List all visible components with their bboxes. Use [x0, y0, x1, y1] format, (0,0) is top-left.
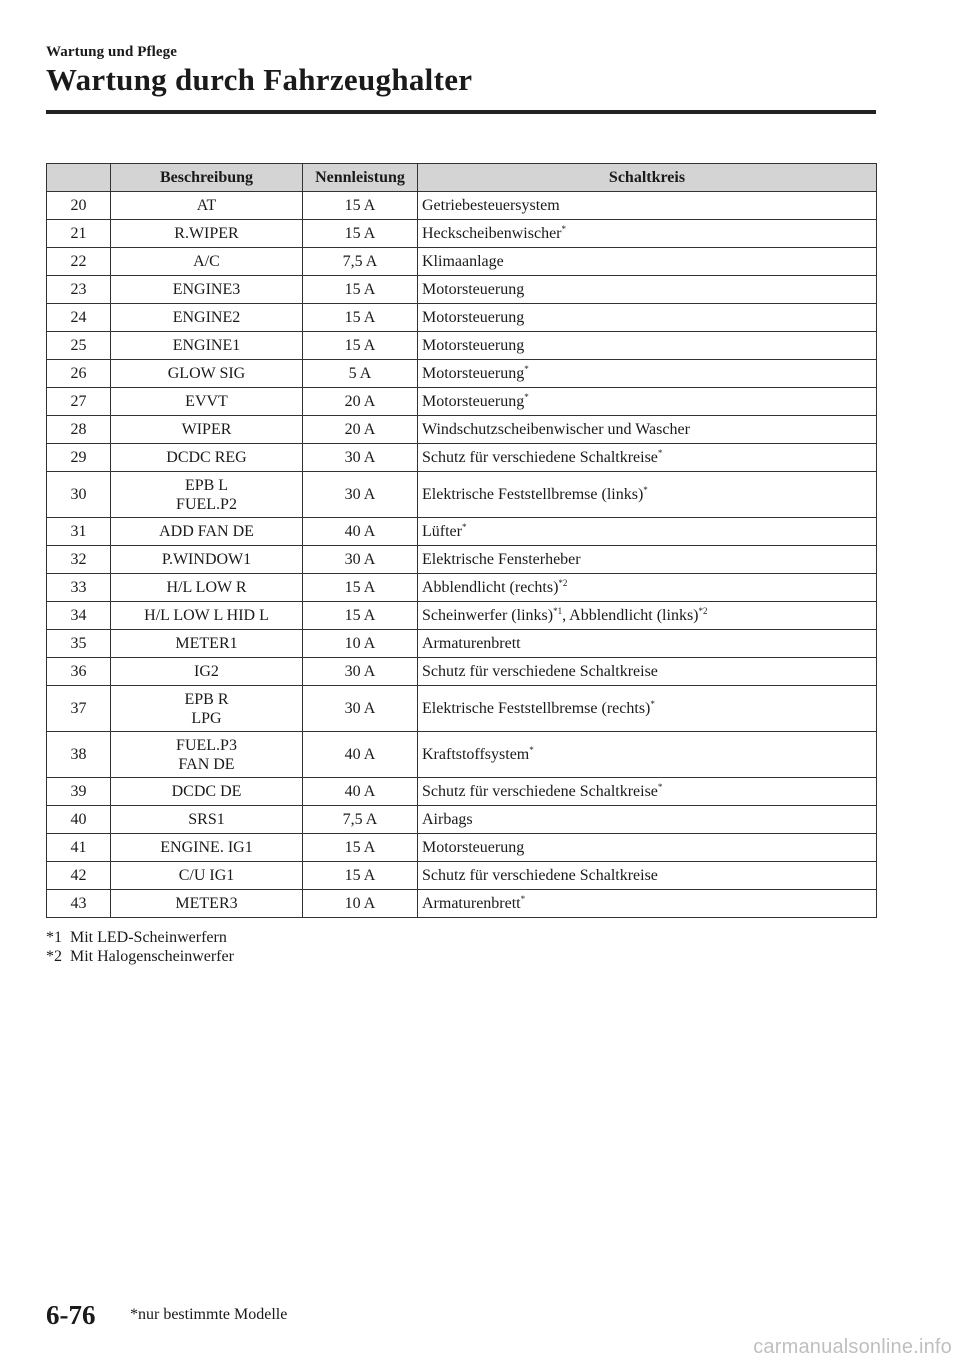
table-row — [47, 890, 877, 918]
fuse-description: SRS1 — [111, 806, 303, 834]
table-row — [47, 546, 877, 574]
table-row — [47, 778, 877, 806]
footnote-mark: * — [643, 485, 648, 495]
fuse-description: METER1 — [111, 630, 303, 658]
fuse-description: DCDC DE — [111, 778, 303, 806]
footnote-mark: *2 — [558, 578, 568, 588]
column-header-circuit: Schaltkreis — [418, 164, 877, 192]
fuse-rating: 15 A — [303, 332, 418, 360]
fuse-description: A/C — [111, 248, 303, 276]
fuse-circuit — [418, 472, 877, 518]
circuit-text: Scheinwerfer (links) — [422, 607, 554, 624]
fuse-description: EVVT — [111, 388, 303, 416]
fuse-description: ENGINE2 — [111, 304, 303, 332]
circuit-text: Schutz für verschiedene Schaltkreise — [422, 867, 658, 884]
circuit-text: Schutz für verschiedene Schaltkreise — [422, 663, 658, 680]
fuse-rating: 15 A — [303, 574, 418, 602]
fuse-rating: 15 A — [303, 602, 418, 630]
fuse-number: 22 — [47, 248, 111, 276]
table-row — [47, 388, 877, 416]
watermark: carmanualsonline.info — [753, 1336, 952, 1358]
circuit-text: Elektrische Feststellbremse (rechts) — [422, 700, 651, 717]
fuse-description: H/L LOW R — [111, 574, 303, 602]
fuse-rating: 10 A — [303, 890, 418, 918]
column-header-description: Beschreibung — [111, 164, 303, 192]
footer-note: *nur bestimmte Modelle — [130, 1306, 288, 1323]
fuse-circuit — [418, 862, 877, 890]
fuse-description: C/U IG1 — [111, 862, 303, 890]
page-number: 6-76 — [46, 1300, 96, 1330]
table-row — [47, 862, 877, 890]
table-row — [47, 276, 877, 304]
table-row — [47, 220, 877, 248]
table-row — [47, 444, 877, 472]
fuse-circuit — [418, 388, 877, 416]
circuit-text: Motorsteuerung — [422, 839, 525, 856]
fuse-number: 38 — [47, 732, 111, 778]
table-row — [47, 192, 877, 220]
footnote: *2 Mit Halogenscheinwerfer — [46, 948, 234, 965]
footnotes — [46, 928, 234, 966]
circuit-text: Getriebesteuersystem — [422, 197, 560, 214]
fuse-circuit — [418, 416, 877, 444]
fuse-rating: 40 A — [303, 778, 418, 806]
circuit-text: Armaturenbrett — [422, 635, 521, 652]
fuse-rating: 20 A — [303, 388, 418, 416]
fuse-circuit — [418, 574, 877, 602]
table-row — [47, 248, 877, 276]
fuse-circuit — [418, 630, 877, 658]
fuse-description: R.WIPER — [111, 220, 303, 248]
fuse-description: WIPER — [111, 416, 303, 444]
footnote-mark: * — [524, 364, 529, 374]
table-row — [47, 834, 877, 862]
footnote-mark: * — [529, 745, 534, 755]
fuse-circuit — [418, 546, 877, 574]
fuse-description: GLOW SIG — [111, 360, 303, 388]
fuse-description: DCDC REG — [111, 444, 303, 472]
footnote-mark: * — [524, 392, 529, 402]
fuse-number: 23 — [47, 276, 111, 304]
fuse-circuit — [418, 834, 877, 862]
table-row — [47, 332, 877, 360]
table-row — [47, 686, 877, 732]
fuse-circuit — [418, 360, 877, 388]
table-row — [47, 630, 877, 658]
fuse-description: AT — [111, 192, 303, 220]
fuse-rating: 15 A — [303, 276, 418, 304]
fuse-number: 41 — [47, 834, 111, 862]
circuit-text: Elektrische Feststellbremse (links) — [422, 486, 644, 503]
fuse-number: 39 — [47, 778, 111, 806]
footnote-mark: *1 — [553, 606, 563, 616]
table-row — [47, 518, 877, 546]
fuse-number: 40 — [47, 806, 111, 834]
fuse-rating: 15 A — [303, 834, 418, 862]
fuse-rating: 30 A — [303, 686, 418, 732]
fuse-rating: 15 A — [303, 304, 418, 332]
circuit-text: Armaturenbrett — [422, 895, 521, 912]
table-row — [47, 806, 877, 834]
table-row — [47, 658, 877, 686]
circuit-text: Schutz für verschiedene Schaltkreise — [422, 783, 658, 800]
fuse-rating: 30 A — [303, 658, 418, 686]
fuse-number: 33 — [47, 574, 111, 602]
fuse-description: METER3 — [111, 890, 303, 918]
fuse-rating: 40 A — [303, 518, 418, 546]
circuit-text: Schutz für verschiedene Schaltkreise — [422, 449, 658, 466]
fuse-rating: 30 A — [303, 546, 418, 574]
fuse-description: ENGINE. IG1 — [111, 834, 303, 862]
fuse-circuit — [418, 732, 877, 778]
fuse-description: IG2 — [111, 658, 303, 686]
fuse-number: 21 — [47, 220, 111, 248]
fuse-circuit — [418, 332, 877, 360]
fuse-number: 27 — [47, 388, 111, 416]
fuse-circuit — [418, 220, 877, 248]
circuit-text: Heckscheibenwischer — [422, 225, 562, 242]
fuse-circuit — [418, 686, 877, 732]
fuse-rating: 15 A — [303, 220, 418, 248]
fuse-number: 26 — [47, 360, 111, 388]
footnote-mark: * — [650, 699, 655, 709]
fuse-circuit — [418, 304, 877, 332]
fuse-rating: 15 A — [303, 862, 418, 890]
fuse-description: EPB L FUEL.P2 — [111, 472, 303, 518]
fuse-number: 35 — [47, 630, 111, 658]
table-row — [47, 732, 877, 778]
page-title: Wartung durch Fahrzeughalter — [46, 62, 473, 97]
circuit-text: Motorsteuerung — [422, 365, 525, 382]
fuse-number: 24 — [47, 304, 111, 332]
fuse-description: FUEL.P3 FAN DE — [111, 732, 303, 778]
fuse-description: EPB R LPG — [111, 686, 303, 732]
column-header-rating: Nennleistung — [303, 164, 418, 192]
fuse-number: 20 — [47, 192, 111, 220]
fuse-number: 36 — [47, 658, 111, 686]
footnote-mark: *2 — [698, 606, 708, 616]
fuse-number: 42 — [47, 862, 111, 890]
circuit-text: Abblendlicht (rechts) — [422, 579, 559, 596]
circuit-text: Motorsteuerung — [422, 337, 525, 354]
fuse-circuit — [418, 602, 877, 630]
fuse-number: 28 — [47, 416, 111, 444]
footnote-mark: * — [520, 894, 526, 904]
table-row — [47, 416, 877, 444]
circuit-text: Klimaanlage — [422, 253, 504, 270]
fuse-rating: 20 A — [303, 416, 418, 444]
fuse-circuit — [418, 444, 877, 472]
footnote-mark: * — [461, 522, 467, 532]
fuse-description: P.WINDOW1 — [111, 546, 303, 574]
fuse-rating: 30 A — [303, 444, 418, 472]
fuse-number: 34 — [47, 602, 111, 630]
table-row — [47, 574, 877, 602]
fuse-circuit — [418, 518, 877, 546]
table-header-row — [47, 164, 877, 192]
fuse-rating: 30 A — [303, 472, 418, 518]
table-row — [47, 304, 877, 332]
column-header-number — [47, 164, 111, 192]
fuse-table — [46, 163, 877, 918]
footnote-mark: * — [561, 224, 566, 234]
table-row — [47, 472, 877, 518]
fuse-description: ENGINE3 — [111, 276, 303, 304]
footnote-mark: * — [657, 782, 663, 792]
fuse-rating: 40 A — [303, 732, 418, 778]
fuse-number: 31 — [47, 518, 111, 546]
title-divider — [46, 110, 876, 114]
fuse-circuit — [418, 276, 877, 304]
fuse-rating: 7,5 A — [303, 248, 418, 276]
fuse-description: H/L LOW L HID L — [111, 602, 303, 630]
fuse-circuit — [418, 778, 877, 806]
circuit-text: Motorsteuerung — [422, 393, 525, 410]
footnote: *1 Mit LED-Scheinwerfern — [46, 929, 227, 946]
fuse-circuit — [418, 248, 877, 276]
circuit-text: , Abblendlicht (links) — [562, 607, 699, 624]
fuse-circuit — [418, 658, 877, 686]
fuse-description: ENGINE1 — [111, 332, 303, 360]
fuse-circuit — [418, 806, 877, 834]
circuit-text: Kraftstoffsystem — [422, 746, 530, 763]
fuse-description: ADD FAN DE — [111, 518, 303, 546]
circuit-text: Motorsteuerung — [422, 309, 525, 326]
fuse-rating: 7,5 A — [303, 806, 418, 834]
circuit-text: Lüfter — [422, 523, 462, 540]
fuse-number: 25 — [47, 332, 111, 360]
fuse-number: 37 — [47, 686, 111, 732]
circuit-text: Windschutzscheibenwischer und Wascher — [422, 421, 690, 438]
fuse-circuit — [418, 192, 877, 220]
fuse-number: 30 — [47, 472, 111, 518]
fuse-rating: 15 A — [303, 192, 418, 220]
footnote-mark: * — [657, 448, 663, 458]
fuse-number: 43 — [47, 890, 111, 918]
table-row — [47, 360, 877, 388]
table-row — [47, 602, 877, 630]
fuse-rating: 5 A — [303, 360, 418, 388]
fuse-rating: 10 A — [303, 630, 418, 658]
circuit-text: Elektrische Fensterheber — [422, 551, 581, 568]
circuit-text: Motorsteuerung — [422, 281, 525, 298]
section-label: Wartung und Pflege — [46, 44, 177, 60]
fuse-number: 32 — [47, 546, 111, 574]
fuse-circuit — [418, 890, 877, 918]
fuse-number: 29 — [47, 444, 111, 472]
circuit-text: Airbags — [422, 811, 473, 828]
